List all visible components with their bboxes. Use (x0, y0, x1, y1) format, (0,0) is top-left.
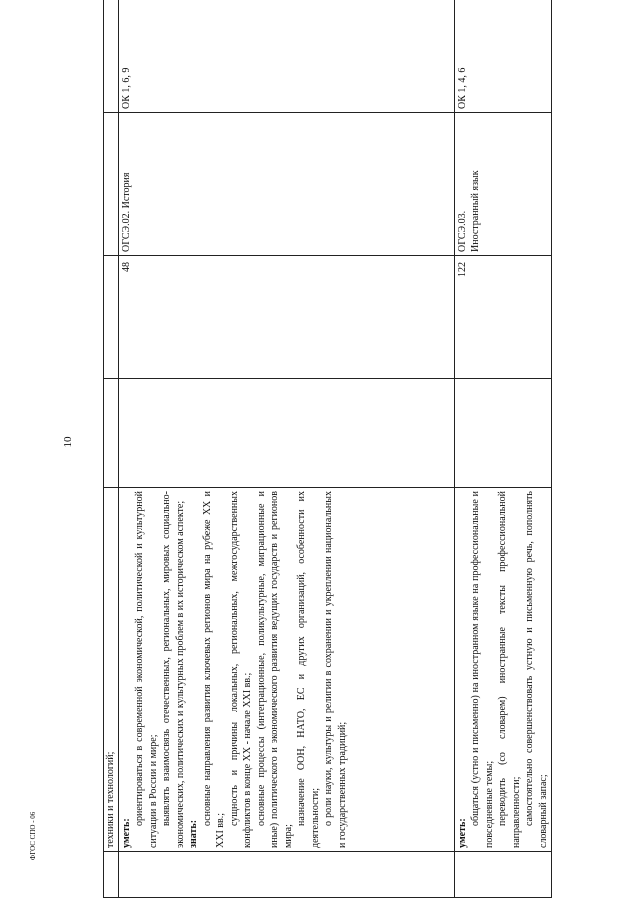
skills-heading: уметь: (120, 818, 132, 848)
discipline-name: ОГСЭ.02. История (120, 172, 132, 252)
rotated-table-container (103, 15, 549, 898)
requirement-item: сущность и причины локальных, региональных, межгосударственных конфликтов в конце XX - начале XXI вв.; (228, 491, 253, 848)
table-cell-blank (104, 113, 119, 256)
requirement-item: основные направления развития ключевых регионов мира на рубеже XX и XXI вв.; (201, 491, 226, 848)
requirement-item: ориентироваться в современной экономической, политической и культурной ситуации в России и мире; (134, 491, 159, 848)
requirement-item: выявлять взаимосвязь отечественных, региональных, мировых социально-экономических, политических и культурных проблем в их историческом аспекте; (161, 491, 186, 848)
table-cell-blank (118, 379, 454, 488)
table-cell-blank (104, 379, 119, 488)
competency-codes: ОК 1, 6, 9 (120, 67, 132, 109)
table-cell-continued-text (104, 488, 119, 852)
table-cell-blank (104, 0, 119, 113)
footer-document-code: ФГОС СПО - 06 (29, 811, 37, 861)
continued-text: техники и технологий; (105, 751, 116, 848)
table-cell-competencies (118, 0, 454, 113)
requirement-item: о роли науки, культуры и религии в сохранении и укреплении национальных и государственных традиций; (323, 491, 348, 848)
requirement-item: самостоятельно совершенствовать устную и письменную речь, пополнять словарный запас; (524, 491, 549, 848)
discipline-name: Иностранный язык (470, 170, 481, 252)
table-cell-hours (454, 256, 552, 379)
table-cell-blank (118, 852, 454, 898)
requirement-item: назначение ООН, НАТО, ЕС и других организаций, особенности их деятельности; (296, 491, 321, 848)
table-row-foreign-language (454, 0, 552, 898)
competency-codes: ОК 1, 4, 6 (456, 67, 468, 109)
discipline-code: ОГСЭ.03. (456, 210, 468, 252)
table-cell-discipline (118, 113, 454, 256)
table-cell-blank (454, 852, 552, 898)
table-cell-discipline (454, 113, 552, 256)
hours-value: 122 (456, 262, 468, 277)
requirement-item: основные процессы (интеграционные, поликультурные, миграционные и иные) политического и экономического развития ведущих государств и регионов мира; (255, 491, 294, 848)
requirement-item: общаться (устно и письменно) на иностранном языке на профессиональные и повседневные темы; (470, 491, 495, 848)
table-cell-competencies (454, 0, 552, 113)
requirement-item: переводить (со словарем) иностранные тексты профессиональной направленности; (497, 491, 522, 848)
table-cell-requirements (454, 488, 552, 852)
table-cell-blank (454, 379, 552, 488)
table-row-history (118, 0, 454, 898)
table-cell-hours (118, 256, 454, 379)
knowledge-heading: знать: (188, 819, 199, 848)
table-cell-requirements (118, 488, 454, 852)
table-row (104, 0, 119, 898)
table-cell-blank (104, 852, 119, 898)
hours-value: 48 (120, 262, 132, 272)
curriculum-table (103, 0, 552, 898)
table-cell-blank (104, 256, 119, 379)
skills-heading: уметь: (456, 818, 468, 848)
page-number: 10 (62, 436, 74, 448)
